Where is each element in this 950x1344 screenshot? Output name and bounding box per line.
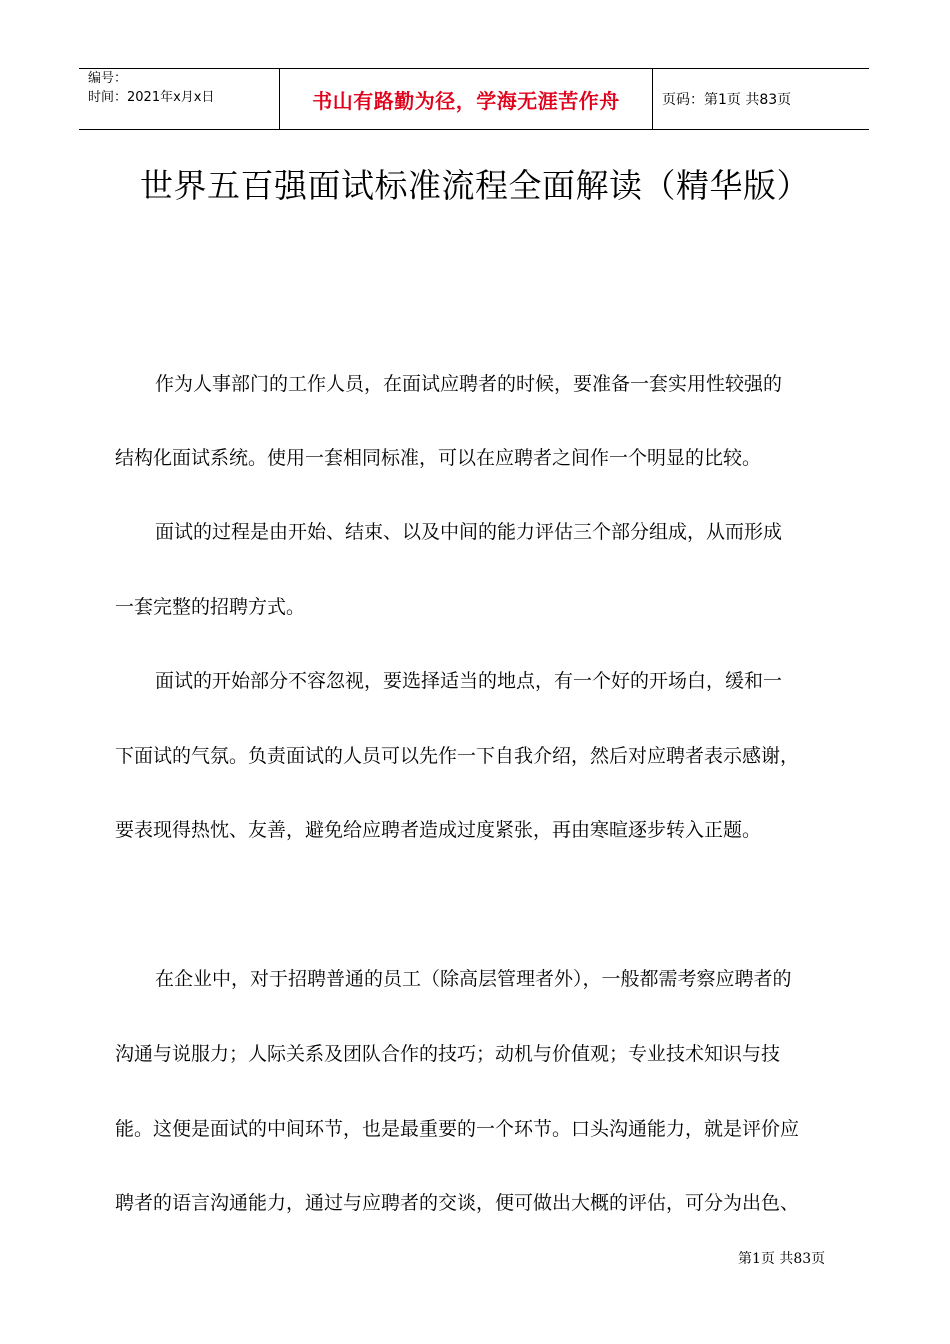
paragraph-line: 一套完整的招聘方式。: [115, 596, 306, 618]
paragraph-line: 作为人事部门的工作人员，在面试应聘者的时候，要准备一套实用性较强的: [155, 373, 783, 395]
paragraph-line: 面试的过程是由开始、结束、以及中间的能力评估三个部分组成，从而形成: [155, 521, 783, 543]
paragraph-line: 能。这便是面试的中间环节，也是最重要的一个环节。口头沟通能力，就是评价应: [115, 1118, 800, 1140]
paragraph-line: 在企业中，对于招聘普通的员工（除高层管理者外），一般都需考察应聘者的: [155, 968, 792, 990]
page-header: [79, 68, 869, 130]
paragraph-line: 下面试的气氛。负责面试的人员可以先作一下自我介绍，然后对应聘者表示感谢，: [115, 745, 800, 767]
time-label: 时间：2021年x月x日: [88, 90, 215, 105]
paragraph-line: 结构化面试系统。使用一套相同标准，可以在应聘者之间作一个明显的比较。: [115, 447, 762, 469]
number-label: 编号：: [88, 71, 128, 86]
header-page-info-cell: [653, 69, 869, 129]
document-title: 世界五百强面试标准流程全面解读（精华版）: [140, 166, 810, 205]
page-footer: 第1页 共83页: [738, 1251, 826, 1267]
paragraph-line: 面试的开始部分不容忽视，要选择适当的地点，有一个好的开场白，缓和一: [155, 670, 783, 692]
page-info: 页码：第1页 共83页: [662, 92, 792, 108]
header-meta: [79, 69, 280, 129]
paragraph-line: 沟通与说服力；人际关系及团队合作的技巧；动机与价值观；专业技术知识与技: [115, 1043, 781, 1065]
paragraph-line: 要表现得热忱、友善，避免给应聘者造成过度紧张，再由寒暄逐步转入正题。: [115, 819, 762, 841]
motto: 书山有路勤为径，学海无涯苦作舟: [312, 88, 620, 113]
paragraph-line: 聘者的语言沟通能力，通过与应聘者的交谈，便可做出大概的评估，可分为出色、: [115, 1192, 800, 1214]
header-motto-cell: [280, 69, 653, 129]
